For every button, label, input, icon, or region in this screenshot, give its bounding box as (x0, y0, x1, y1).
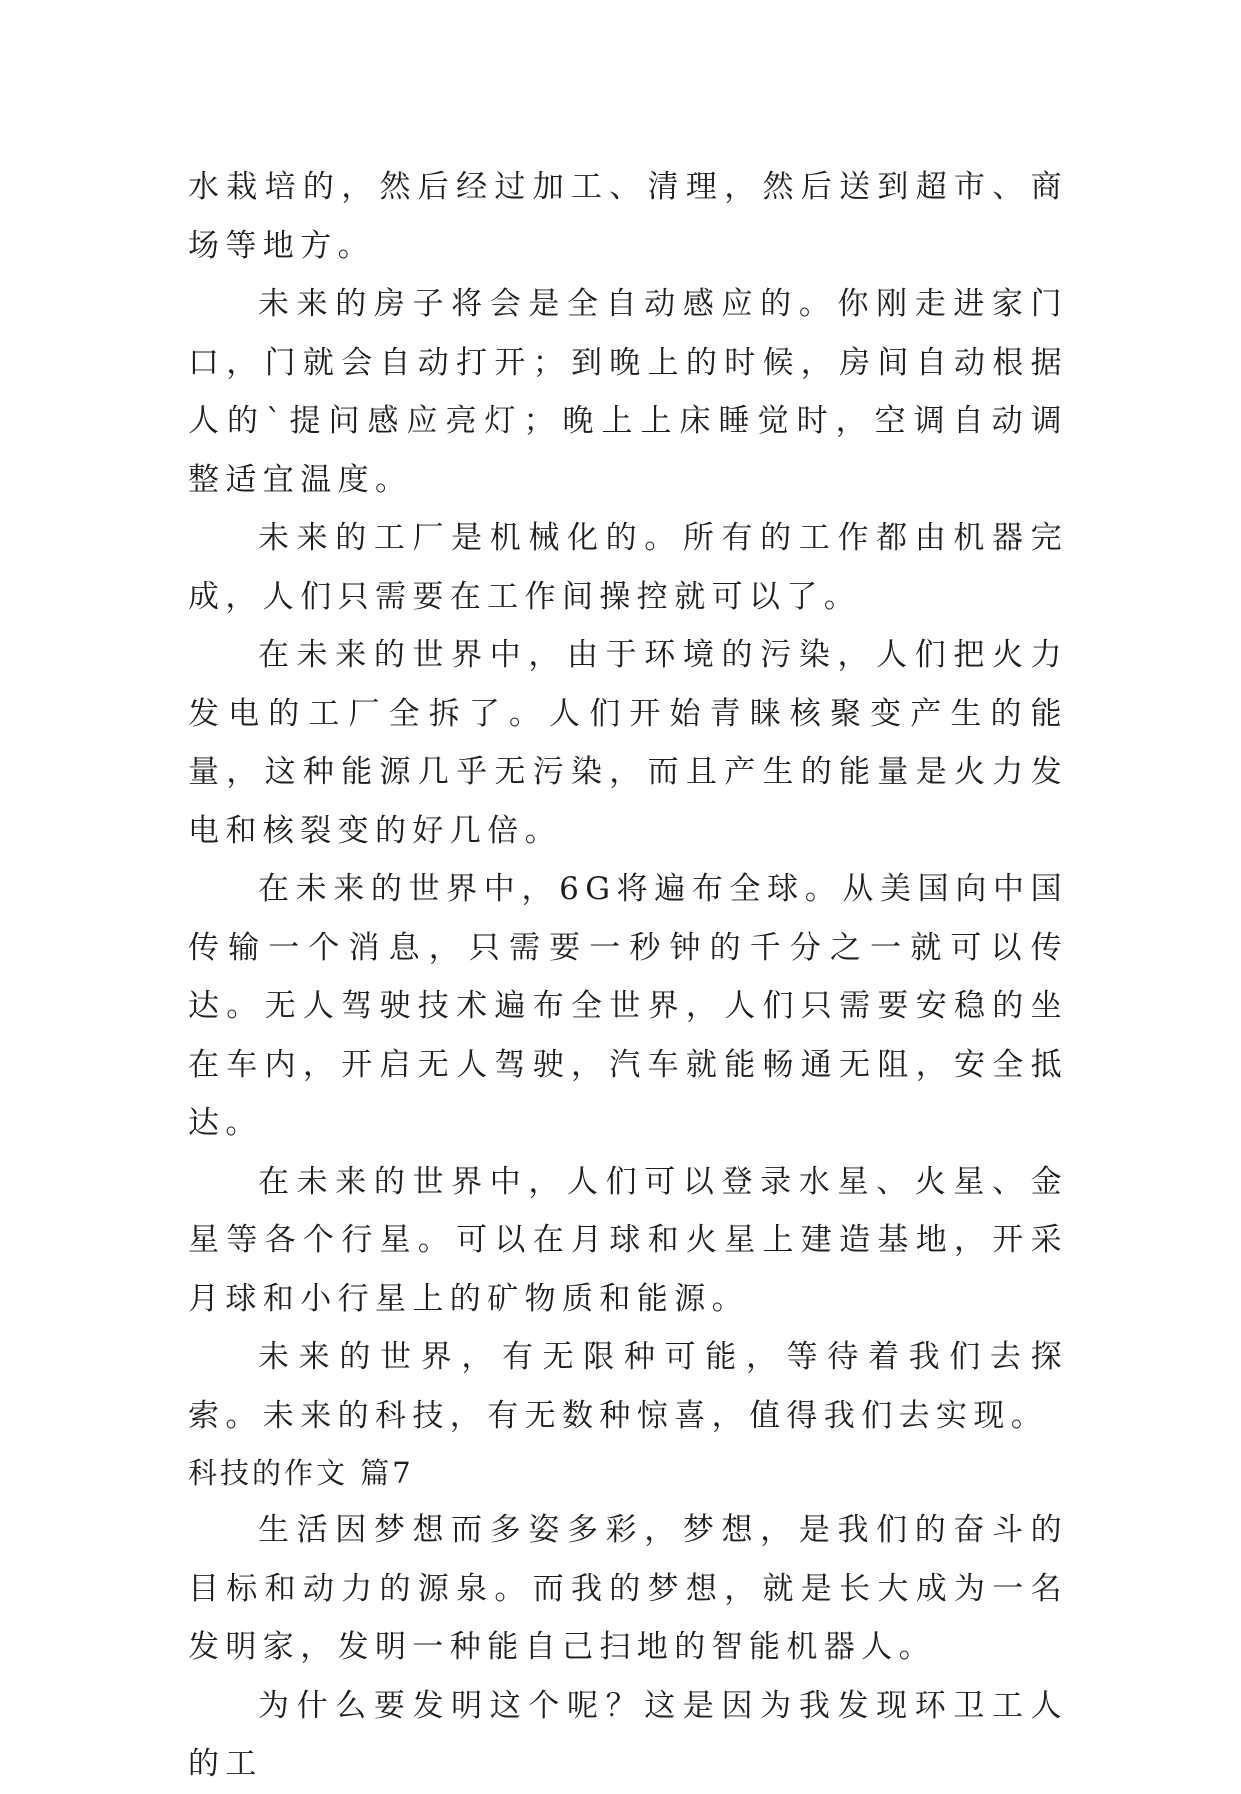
paragraph: 未来的世界，有无限种可能，等待着我们去探索。未来的科技，有无数种惊喜，值得我们去实现。 (188, 1339, 1068, 1434)
paragraph: 在未来的世界中，由于环境的污染，人们把火力发电的工厂全拆了。人们开始青睐核聚变产生的能量，这种能源几乎无污染，而且产生的能量是火力发电和核裂变的好几倍。 (188, 637, 1068, 849)
section-heading: 科技的作文 篇7 (188, 1456, 414, 1490)
paragraph: 生活因梦想而多姿多彩，梦想，是我们的奋斗的目标和动力的源泉。而我的梦想，就是长大成为一名发明家，发明一种能自己扫地的智能机器人。 (188, 1512, 1068, 1665)
paragraph: 水栽培的，然后经过加工、清理，然后送到超市、商场等地方。 (188, 169, 1068, 264)
paragraph: 在未来的世界中，6G将遍布全球。从美国向中国传输一个消息，只需要一秒钟的千分之一就可以传达。无人驾驶技术遍布全世界，人们只需要安稳的坐在车内，开启无人驾驶，汽车就能畅通无阻，安全抵达。 (188, 871, 1068, 1141)
paragraph: 在未来的世界中，人们可以登录水星、火星、金星等各个行星。可以在月球和火星上建造基地，开采月球和小行星上的矿物质和能源。 (188, 1163, 1068, 1317)
document-body (188, 158, 1068, 1794)
paragraph: 未来的工厂是机械化的。所有的工作都由机器完成，人们只需要在工作间操控就可以了。 (188, 520, 1068, 615)
paragraph: 为什么要发明这个呢？这是因为我发现环卫工人的工 (188, 1687, 1068, 1782)
paragraph: 未来的房子将会是全自动感应的。你刚走进家门口，门就会自动打开；到晚上的时候，房间自动根据人的`提问感应亮灯；晚上上床睡觉时，空调自动调整适宜温度。 (188, 286, 1068, 498)
